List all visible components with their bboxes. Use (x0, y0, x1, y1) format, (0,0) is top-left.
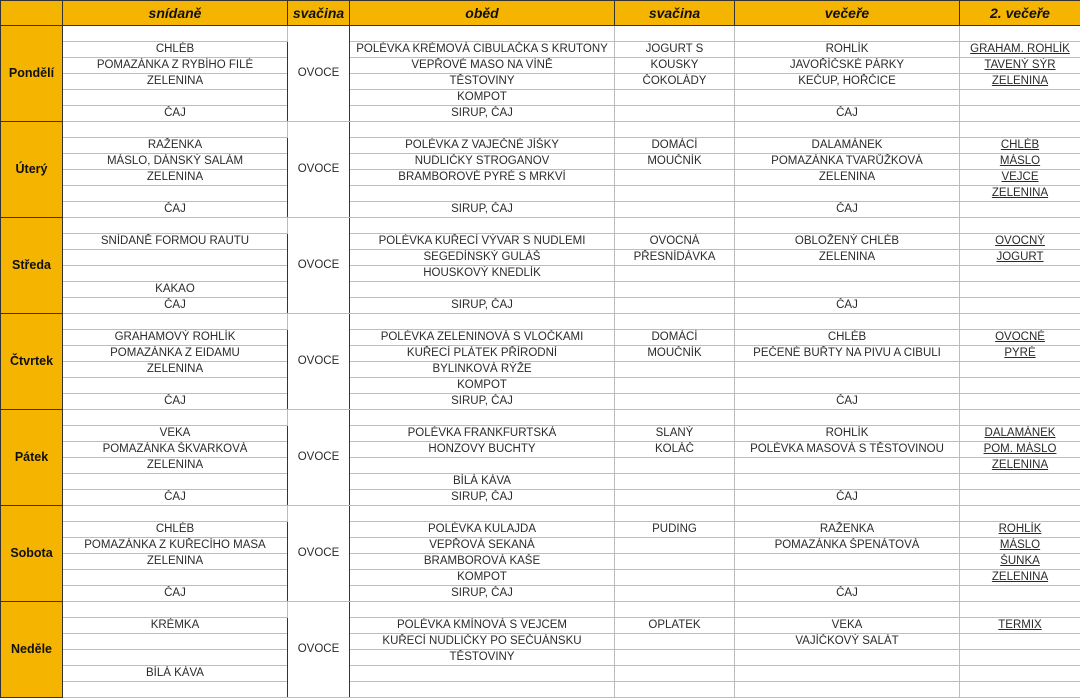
snidane-cell (63, 474, 288, 490)
svacina-afternoon-cell (615, 410, 735, 426)
snidane-cell: ZELENINA (63, 362, 288, 378)
obed-cell: HONZOVY BUCHTY (350, 442, 615, 458)
druha-vecere-cell (960, 250, 1080, 266)
vecere-cell (735, 90, 960, 106)
header-svacina-morning: svačina (288, 1, 350, 26)
menu-row (1, 426, 1080, 442)
snidane-cell (63, 186, 288, 202)
menu-row (1, 570, 1080, 586)
menu-row (1, 394, 1080, 410)
druha-vecere-cell (960, 154, 1080, 170)
svacina-afternoon-cell (615, 474, 735, 490)
vecere-cell (735, 666, 960, 682)
snidane-cell (63, 650, 288, 666)
vecere-cell: DALAMÁNEK (735, 138, 960, 154)
druha-vecere-cell (960, 458, 1080, 474)
svacina-morning-cell: OVOCE (288, 26, 350, 122)
obed-cell: POLÉVKA ZELENINOVÁ S VLOČKAMI (350, 330, 615, 346)
menu-row (1, 490, 1080, 506)
menu-row (1, 410, 1080, 426)
menu-row (1, 682, 1080, 698)
snidane-cell (63, 570, 288, 586)
day-label: Neděle (1, 602, 63, 698)
druha-vecere-cell (960, 346, 1080, 362)
druha-vecere-cell (960, 538, 1080, 554)
svacina-afternoon-cell (615, 394, 735, 410)
header-svacina-afternoon: svačina (615, 1, 735, 26)
svacina-afternoon-cell: KOLÁČ (615, 442, 735, 458)
druha-vecere-item: MÁSLO (1000, 155, 1040, 167)
druha-vecere-cell (960, 234, 1080, 250)
snidane-cell: ČAJ (63, 586, 288, 602)
vecere-cell (735, 266, 960, 282)
druha-vecere-cell (960, 586, 1080, 602)
snidane-cell: POMAZÁNKA Z EIDAMU (63, 346, 288, 362)
obed-cell: BRAMBOROVÁ KAŠE (350, 554, 615, 570)
menu-row (1, 266, 1080, 282)
obed-cell: TĚSTOVINY (350, 650, 615, 666)
snidane-cell (63, 218, 288, 234)
druha-vecere-item: CHLÉB (1001, 139, 1039, 151)
snidane-cell: CHLÉB (63, 42, 288, 58)
svacina-afternoon-cell (615, 282, 735, 298)
header-druha-vecere: 2. večeře (960, 1, 1080, 26)
obed-cell: BYLINKOVÁ RÝŽE (350, 362, 615, 378)
svacina-afternoon-cell (615, 634, 735, 650)
druha-vecere-item: OVOCNÉ (995, 331, 1045, 343)
header-obed: oběd (350, 1, 615, 26)
snidane-cell (63, 410, 288, 426)
druha-vecere-cell (960, 90, 1080, 106)
svacina-afternoon-cell (615, 554, 735, 570)
menu-row (1, 170, 1080, 186)
vecere-cell (735, 410, 960, 426)
obed-cell: TĚSTOVINY (350, 74, 615, 90)
menu-row (1, 650, 1080, 666)
obed-cell: BRAMBOROVÉ PYRÉ S MRKVÍ (350, 170, 615, 186)
menu-row (1, 90, 1080, 106)
druha-vecere-item: MÁSLO (1000, 539, 1040, 551)
snidane-cell (63, 634, 288, 650)
menu-row (1, 186, 1080, 202)
snidane-cell: ČAJ (63, 298, 288, 314)
svacina-afternoon-cell: PŘESNÍDÁVKA (615, 250, 735, 266)
header-vecere: večeře (735, 1, 960, 26)
svacina-afternoon-cell: PUDING (615, 522, 735, 538)
day-label: Středa (1, 218, 63, 314)
obed-cell: HOUSKOVÝ KNEDLÍK (350, 266, 615, 282)
svacina-afternoon-cell (615, 298, 735, 314)
snidane-cell: GRAHAMOVÝ ROHLÍK (63, 330, 288, 346)
snidane-cell (63, 90, 288, 106)
vecere-cell: POMAZÁNKA ŠPENÁTOVÁ (735, 538, 960, 554)
vecere-cell (735, 26, 960, 42)
vecere-cell: RAŽENKA (735, 522, 960, 538)
menu-row (1, 314, 1080, 330)
svacina-afternoon-cell: OVOCNÁ (615, 234, 735, 250)
snidane-cell: ČAJ (63, 394, 288, 410)
druha-vecere-cell (960, 618, 1080, 634)
snidane-cell (63, 378, 288, 394)
snidane-cell: ČAJ (63, 202, 288, 218)
snidane-cell: CHLÉB (63, 522, 288, 538)
vecere-cell (735, 474, 960, 490)
obed-cell: BÍLÁ KÁVA (350, 474, 615, 490)
obed-cell (350, 602, 615, 618)
svacina-afternoon-cell (615, 266, 735, 282)
svacina-afternoon-cell (615, 490, 735, 506)
menu-row (1, 586, 1080, 602)
druha-vecere-cell (960, 394, 1080, 410)
vecere-cell: KEČUP, HOŘČICE (735, 74, 960, 90)
menu-row (1, 554, 1080, 570)
snidane-cell: POMAZÁNKA Z KUŘECÍHO MASA (63, 538, 288, 554)
snidane-cell (63, 266, 288, 282)
obed-cell (350, 282, 615, 298)
vecere-cell (735, 314, 960, 330)
snidane-cell: POMAZÁNKA Z RYBÍHO FILÉ (63, 58, 288, 74)
vecere-cell: ČAJ (735, 202, 960, 218)
menu-row (1, 602, 1080, 618)
svacina-afternoon-cell: JOGURT S (615, 42, 735, 58)
vecere-cell: OBLOŽENÝ CHLÉB (735, 234, 960, 250)
svacina-morning-cell: OVOCE (288, 122, 350, 218)
menu-row (1, 234, 1080, 250)
obed-cell (350, 26, 615, 42)
druha-vecere-item: VEJCE (1001, 171, 1038, 183)
menu-row (1, 506, 1080, 522)
snidane-cell (63, 506, 288, 522)
obed-cell (350, 682, 615, 698)
svacina-afternoon-cell: MOUČNÍK (615, 154, 735, 170)
obed-cell: KUŘECÍ NUDLIČKY PO SEČUÁNSKU (350, 634, 615, 650)
druha-vecere-cell (960, 42, 1080, 58)
menu-row (1, 666, 1080, 682)
menu-row (1, 58, 1080, 74)
snidane-cell: POMAZÁNKA ŠKVARKOVÁ (63, 442, 288, 458)
druha-vecere-cell (960, 506, 1080, 522)
druha-vecere-cell (960, 314, 1080, 330)
obed-cell: SEGEDÍNSKÝ GULÁŠ (350, 250, 615, 266)
druha-vecere-cell (960, 170, 1080, 186)
druha-vecere-cell (960, 58, 1080, 74)
vecere-cell: ČAJ (735, 490, 960, 506)
druha-vecere-cell (960, 410, 1080, 426)
druha-vecere-item: ROHLÍK (999, 523, 1042, 535)
menu-row (1, 634, 1080, 650)
obed-cell: POLÉVKA KULAJDA (350, 522, 615, 538)
snidane-cell: ČAJ (63, 490, 288, 506)
svacina-morning-cell: OVOCE (288, 506, 350, 602)
druha-vecere-cell (960, 554, 1080, 570)
obed-cell: POLÉVKA Z VAJEČNÉ JÍŠKY (350, 138, 615, 154)
obed-cell: POLÉVKA KRÉMOVÁ CIBULAČKA S KRUTONY (350, 42, 615, 58)
druha-vecere-cell (960, 666, 1080, 682)
snidane-cell: ZELENINA (63, 554, 288, 570)
vecere-cell (735, 650, 960, 666)
obed-cell (350, 410, 615, 426)
vecere-cell: JAVOŘÍČSKÉ PÁRKY (735, 58, 960, 74)
day-label: Sobota (1, 506, 63, 602)
svacina-afternoon-cell (615, 682, 735, 698)
svacina-morning-cell: OVOCE (288, 314, 350, 410)
obed-cell: KOMPOT (350, 570, 615, 586)
menu-row (1, 202, 1080, 218)
svacina-afternoon-cell (615, 186, 735, 202)
vecere-cell: POLÉVKA MASOVÁ S TĚSTOVINOU (735, 442, 960, 458)
druha-vecere-item: ZELENINA (992, 75, 1048, 87)
obed-cell (350, 122, 615, 138)
obed-cell: POLÉVKA KUŘECÍ VÝVAR S NUDLEMI (350, 234, 615, 250)
vecere-cell (735, 682, 960, 698)
druha-vecere-cell (960, 218, 1080, 234)
obed-cell (350, 314, 615, 330)
obed-cell: VEPŘOVÁ SEKANÁ (350, 538, 615, 554)
druha-vecere-cell (960, 602, 1080, 618)
menu-row (1, 250, 1080, 266)
vecere-cell: ZELENINA (735, 250, 960, 266)
svacina-afternoon-cell: DOMÁCÍ (615, 330, 735, 346)
svacina-morning-cell: OVOCE (288, 218, 350, 314)
menu-row (1, 618, 1080, 634)
vecere-cell (735, 218, 960, 234)
druha-vecere-cell (960, 570, 1080, 586)
druha-vecere-item: ŠUNKA (1000, 555, 1040, 567)
day-label: Úterý (1, 122, 63, 218)
menu-row (1, 298, 1080, 314)
druha-vecere-cell (960, 682, 1080, 698)
vecere-cell (735, 378, 960, 394)
svacina-afternoon-cell (615, 218, 735, 234)
day-label: Čtvrtek (1, 314, 63, 410)
svacina-afternoon-cell (615, 122, 735, 138)
snidane-cell: MÁSLO, DÁNSKÝ SALÁM (63, 154, 288, 170)
menu-row (1, 362, 1080, 378)
day-label: Pátek (1, 410, 63, 506)
druha-vecere-cell (960, 298, 1080, 314)
svacina-afternoon-cell: MOUČNÍK (615, 346, 735, 362)
svacina-afternoon-cell (615, 170, 735, 186)
vecere-cell: ROHLÍK (735, 42, 960, 58)
vecere-cell (735, 570, 960, 586)
obed-cell (350, 186, 615, 202)
menu-row (1, 442, 1080, 458)
druha-vecere-cell (960, 330, 1080, 346)
druha-vecere-item: JOGURT (996, 251, 1043, 263)
svacina-afternoon-cell (615, 602, 735, 618)
vecere-cell: ZELENINA (735, 170, 960, 186)
menu-row (1, 538, 1080, 554)
svacina-afternoon-cell (615, 26, 735, 42)
druha-vecere-cell (960, 106, 1080, 122)
druha-vecere-cell (960, 362, 1080, 378)
svacina-afternoon-cell (615, 202, 735, 218)
druha-vecere-cell (960, 26, 1080, 42)
svacina-afternoon-cell (615, 666, 735, 682)
druha-vecere-item: DALAMÁNEK (985, 427, 1056, 439)
svacina-afternoon-cell (615, 506, 735, 522)
svacina-afternoon-cell (615, 362, 735, 378)
druha-vecere-item: PYRÉ (1004, 347, 1035, 359)
druha-vecere-cell (960, 186, 1080, 202)
vecere-cell: VAJÍČKOVÝ SALÁT (735, 634, 960, 650)
snidane-cell (63, 250, 288, 266)
menu-row (1, 218, 1080, 234)
snidane-cell: ČAJ (63, 106, 288, 122)
svacina-afternoon-cell (615, 586, 735, 602)
druha-vecere-cell (960, 282, 1080, 298)
vecere-cell: CHLÉB (735, 330, 960, 346)
obed-cell: NUDLIČKY STROGANOV (350, 154, 615, 170)
druha-vecere-cell (960, 74, 1080, 90)
svacina-afternoon-cell (615, 538, 735, 554)
druha-vecere-cell (960, 378, 1080, 394)
vecere-cell: POMAZÁNKA TVARŮŽKOVÁ (735, 154, 960, 170)
vecere-cell (735, 554, 960, 570)
druha-vecere-item: POM. MÁSLO (984, 443, 1057, 455)
menu-row (1, 154, 1080, 170)
snidane-cell: RAŽENKA (63, 138, 288, 154)
vecere-cell: ČAJ (735, 298, 960, 314)
druha-vecere-cell (960, 650, 1080, 666)
vecere-cell: ČAJ (735, 394, 960, 410)
druha-vecere-item: TAVENÝ SÝR (984, 59, 1055, 71)
snidane-cell (63, 314, 288, 330)
druha-vecere-item: ZELENINA (992, 187, 1048, 199)
obed-cell: SIRUP, ČAJ (350, 298, 615, 314)
snidane-cell (63, 682, 288, 698)
svacina-afternoon-cell: DOMÁCÍ (615, 138, 735, 154)
menu-row (1, 26, 1080, 42)
snidane-cell: ZELENINA (63, 74, 288, 90)
obed-cell (350, 458, 615, 474)
snidane-cell (63, 602, 288, 618)
druha-vecere-cell (960, 138, 1080, 154)
svacina-afternoon-cell (615, 458, 735, 474)
druha-vecere-cell (960, 490, 1080, 506)
svacina-afternoon-cell: KOUSKY (615, 58, 735, 74)
druha-vecere-cell (960, 522, 1080, 538)
vecere-cell (735, 122, 960, 138)
vecere-cell (735, 362, 960, 378)
vecere-cell (735, 602, 960, 618)
druha-vecere-item: ZELENINA (992, 571, 1048, 583)
snidane-cell (63, 122, 288, 138)
obed-cell: SIRUP, ČAJ (350, 490, 615, 506)
obed-cell: KUŘECÍ PLÁTEK PŘÍRODNÍ (350, 346, 615, 362)
menu-row (1, 474, 1080, 490)
svacina-afternoon-cell: SLANÝ (615, 426, 735, 442)
obed-cell: KOMPOT (350, 90, 615, 106)
druha-vecere-item: ZELENINA (992, 459, 1048, 471)
druha-vecere-cell (960, 634, 1080, 650)
druha-vecere-cell (960, 474, 1080, 490)
svacina-afternoon-cell (615, 314, 735, 330)
vecere-cell (735, 458, 960, 474)
snidane-cell: VEKA (63, 426, 288, 442)
obed-cell: VEPŘOVÉ MASO NA VÍNĚ (350, 58, 615, 74)
menu-row (1, 378, 1080, 394)
svacina-morning-cell: OVOCE (288, 602, 350, 698)
header-snidane: snídaně (63, 1, 288, 26)
svacina-afternoon-cell (615, 106, 735, 122)
menu-row (1, 74, 1080, 90)
obed-cell: SIRUP, ČAJ (350, 106, 615, 122)
obed-cell (350, 666, 615, 682)
snidane-cell (63, 26, 288, 42)
druha-vecere-cell (960, 426, 1080, 442)
snidane-cell: KAKAO (63, 282, 288, 298)
obed-cell: KOMPOT (350, 378, 615, 394)
obed-cell (350, 506, 615, 522)
svacina-afternoon-cell (615, 378, 735, 394)
menu-row (1, 346, 1080, 362)
menu-body (1, 26, 1080, 698)
snidane-cell: SNÍDANĚ FORMOU RAUTU (63, 234, 288, 250)
snidane-cell: ZELENINA (63, 170, 288, 186)
day-label: Pondělí (1, 26, 63, 122)
svacina-afternoon-cell (615, 570, 735, 586)
vecere-cell: ROHLÍK (735, 426, 960, 442)
header-corner (1, 1, 63, 26)
menu-row (1, 330, 1080, 346)
svacina-afternoon-cell: ČOKOLÁDY (615, 74, 735, 90)
vecere-cell: ČAJ (735, 106, 960, 122)
obed-cell: SIRUP, ČAJ (350, 202, 615, 218)
druha-vecere-cell (960, 202, 1080, 218)
druha-vecere-item: OVOCNÝ (995, 235, 1045, 247)
obed-cell: SIRUP, ČAJ (350, 586, 615, 602)
vecere-cell: VEKA (735, 618, 960, 634)
druha-vecere-item: GRAHAM. ROHLÍK (970, 43, 1070, 55)
druha-vecere-cell (960, 442, 1080, 458)
menu-row (1, 458, 1080, 474)
vecere-cell: ČAJ (735, 586, 960, 602)
obed-cell: POLÉVKA FRANKFURTSKÁ (350, 426, 615, 442)
menu-row (1, 106, 1080, 122)
obed-cell: POLÉVKA KMÍNOVÁ S VEJCEM (350, 618, 615, 634)
svacina-morning-cell: OVOCE (288, 410, 350, 506)
obed-cell (350, 218, 615, 234)
vecere-cell: PEČENÉ BUŘTY NA PIVU A CIBULI (735, 346, 960, 362)
snidane-cell: ZELENINA (63, 458, 288, 474)
vecere-cell (735, 282, 960, 298)
druha-vecere-cell (960, 122, 1080, 138)
vecere-cell (735, 506, 960, 522)
vecere-cell (735, 186, 960, 202)
header-row (1, 1, 1080, 26)
menu-row (1, 122, 1080, 138)
menu-row (1, 42, 1080, 58)
menu-row (1, 282, 1080, 298)
svacina-afternoon-cell: OPLATEK (615, 618, 735, 634)
svacina-afternoon-cell (615, 650, 735, 666)
druha-vecere-item: TERMIX (998, 619, 1041, 631)
menu-row (1, 522, 1080, 538)
druha-vecere-cell (960, 266, 1080, 282)
snidane-cell: KRÉMKA (63, 618, 288, 634)
svacina-afternoon-cell (615, 90, 735, 106)
menu-row (1, 138, 1080, 154)
obed-cell: SIRUP, ČAJ (350, 394, 615, 410)
snidane-cell: BÍLÁ KÁVA (63, 666, 288, 682)
